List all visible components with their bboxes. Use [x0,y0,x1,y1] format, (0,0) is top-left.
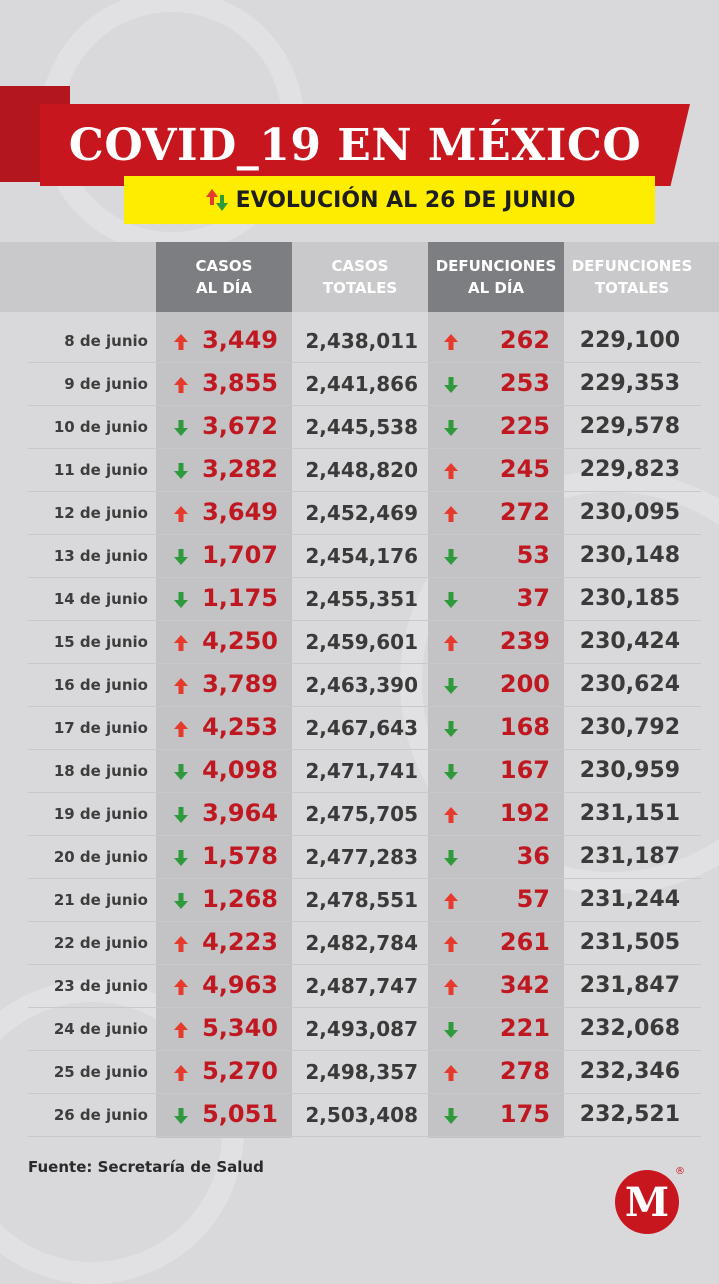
red-up-arrow-icon [444,506,458,522]
green-down-arrow-icon [444,764,458,780]
cases-total-value: 2,477,283 [305,845,418,869]
source-note: Fuente: Secretaría de Salud [28,1158,264,1176]
row-date: 16 de junio [53,676,148,694]
page-title: COVID_19 EN MÉXICO [68,119,642,171]
row-date: 12 de junio [53,504,148,522]
deaths-total-value: 231,244 [579,887,680,912]
cases-total-value: 2,459,601 [305,630,418,654]
table-row [28,664,701,707]
cases-day-value: 5,340 [202,1014,278,1042]
deaths-day-value: 168 [499,713,550,741]
cases-total-value: 2,454,176 [305,544,418,568]
deaths-total-value: 229,578 [579,414,680,439]
cases-day-value: 1,707 [202,541,278,569]
cases-day-value: 4,250 [202,627,278,655]
cases-total-value: 2,438,011 [305,329,418,353]
cases-day-value: 3,449 [202,326,278,354]
table-row [28,1008,701,1051]
deaths-total-value: 229,823 [579,457,680,482]
header-deaths-day: DEFUNCIONES AL DÍA [428,242,564,312]
deaths-day-value: 225 [499,412,550,440]
table-row [28,965,701,1008]
deaths-day-value: 253 [499,369,550,397]
cases-total-value: 2,482,784 [305,931,418,955]
green-down-arrow-icon [444,1108,458,1124]
table-row [28,879,701,922]
table-row [28,363,701,406]
row-date: 20 de junio [53,848,148,866]
cases-total-value: 2,471,741 [305,759,418,783]
deaths-total-value: 230,424 [579,629,680,654]
cases-total-value: 2,498,357 [305,1060,418,1084]
deaths-total-value: 232,068 [579,1016,680,1041]
green-down-arrow-icon [444,721,458,737]
deaths-day-value: 221 [499,1014,550,1042]
cases-day-value: 4,963 [202,971,278,999]
subtitle: EVOLUCIÓN AL 26 DE JUNIO [235,187,576,213]
green-down-arrow-icon [444,420,458,436]
table-row [28,320,701,363]
cases-total-value: 2,463,390 [305,673,418,697]
deaths-day-value: 37 [516,584,550,612]
cases-total-value: 2,487,747 [305,974,418,998]
up-down-arrows-icon [204,187,230,213]
cases-total-value: 2,467,643 [305,716,418,740]
deaths-total-value: 230,959 [579,758,680,783]
row-date: 15 de junio [53,633,148,651]
table-row [28,836,701,879]
deaths-total-value: 231,187 [579,844,680,869]
cases-day-value: 1,578 [202,842,278,870]
table-row [28,750,701,793]
cases-day-value: 3,964 [202,799,278,827]
deaths-day-value: 175 [499,1100,550,1128]
svg-text:®: ® [675,1166,685,1177]
cases-day-value: 3,282 [202,455,278,483]
cases-day-value: 4,253 [202,713,278,741]
deaths-total-value: 230,792 [579,715,680,740]
cases-total-value: 2,478,551 [305,888,418,912]
cases-total-value: 2,455,351 [305,587,418,611]
table-row [28,578,701,621]
deaths-day-value: 57 [516,885,550,913]
cases-total-value: 2,503,408 [305,1103,418,1127]
deaths-day-value: 245 [499,455,550,483]
deaths-day-value: 261 [499,928,550,956]
deaths-day-value: 342 [499,971,550,999]
table-row [28,1094,701,1137]
red-up-arrow-icon [444,1065,458,1081]
deaths-total-value: 231,151 [579,801,680,826]
cases-day-value: 4,223 [202,928,278,956]
header-cases-day: CASOS AL DÍA [156,242,292,312]
deaths-total-value: 230,624 [579,672,680,697]
table-row [28,535,701,578]
cases-total-value: 2,493,087 [305,1017,418,1041]
deaths-day-value: 200 [499,670,550,698]
red-up-arrow-icon [444,893,458,909]
deaths-day-value: 239 [499,627,550,655]
cases-day-value: 3,649 [202,498,278,526]
row-date: 21 de junio [53,891,148,909]
subtitle-bar [124,176,655,224]
row-date: 13 de junio [53,547,148,565]
cases-day-value: 5,270 [202,1057,278,1085]
cases-day-value: 3,789 [202,670,278,698]
row-date: 19 de junio [53,805,148,823]
deaths-total-value: 230,185 [579,586,680,611]
deaths-total-value: 232,346 [579,1059,680,1084]
table-row [28,922,701,965]
red-up-arrow-icon [444,807,458,823]
green-down-arrow-icon [444,850,458,866]
table-row [28,492,701,535]
cases-day-value: 3,672 [202,412,278,440]
deaths-day-value: 53 [516,541,550,569]
deaths-day-value: 278 [499,1057,550,1085]
green-down-arrow-icon [444,549,458,565]
table-row [28,621,701,664]
deaths-total-value: 231,505 [579,930,680,955]
cases-day-value: 4,098 [202,756,278,784]
deaths-day-value: 36 [516,842,550,870]
cases-day-value: 5,051 [202,1100,278,1128]
header-deaths-total: DEFUNCIONES TOTALES [571,257,693,297]
milenio-logo [612,1162,686,1236]
cases-total-value: 2,448,820 [305,458,418,482]
row-date: 14 de junio [53,590,148,608]
red-up-arrow-icon [444,463,458,479]
row-date: 9 de junio [64,375,148,393]
green-down-arrow-icon [444,1022,458,1038]
cases-total-value: 2,445,538 [305,415,418,439]
green-down-arrow-icon [444,377,458,393]
cases-total-value: 2,475,705 [305,802,418,826]
row-date: 26 de junio [53,1106,148,1124]
deaths-total-value: 232,521 [579,1102,680,1127]
cases-day-value: 3,855 [202,369,278,397]
row-date: 10 de junio [53,418,148,436]
row-date: 22 de junio [53,934,148,952]
table-row [28,707,701,750]
red-up-arrow-icon [444,979,458,995]
table-row [28,1051,701,1094]
row-date: 23 de junio [53,977,148,995]
green-down-arrow-icon [444,678,458,694]
red-up-arrow-icon [444,936,458,952]
red-up-arrow-icon [444,334,458,350]
table-row [28,449,701,492]
row-date: 24 de junio [53,1020,148,1038]
header-cases-total: CASOS TOTALES [322,257,398,297]
table-row [28,793,701,836]
cases-day-value: 1,268 [202,885,278,913]
row-date: 18 de junio [53,762,148,780]
table-row [28,406,701,449]
row-divider [28,1136,701,1137]
cases-day-value: 1,175 [202,584,278,612]
green-down-arrow-icon [444,592,458,608]
cases-total-value: 2,452,469 [305,501,418,525]
deaths-day-value: 167 [499,756,550,784]
deaths-total-value: 230,148 [579,543,680,568]
deaths-day-value: 262 [499,326,550,354]
row-date: 11 de junio [53,461,148,479]
deaths-total-value: 229,100 [579,328,680,353]
row-date: 17 de junio [53,719,148,737]
cases-total-value: 2,441,866 [305,372,418,396]
deaths-total-value: 229,353 [579,371,680,396]
red-up-arrow-icon [444,635,458,651]
row-date: 8 de junio [64,332,148,350]
svg-text:M: M [624,1179,670,1226]
deaths-day-value: 192 [499,799,550,827]
deaths-day-value: 272 [499,498,550,526]
deaths-total-value: 231,847 [579,973,680,998]
deaths-total-value: 230,095 [579,500,680,525]
row-date: 25 de junio [53,1063,148,1081]
